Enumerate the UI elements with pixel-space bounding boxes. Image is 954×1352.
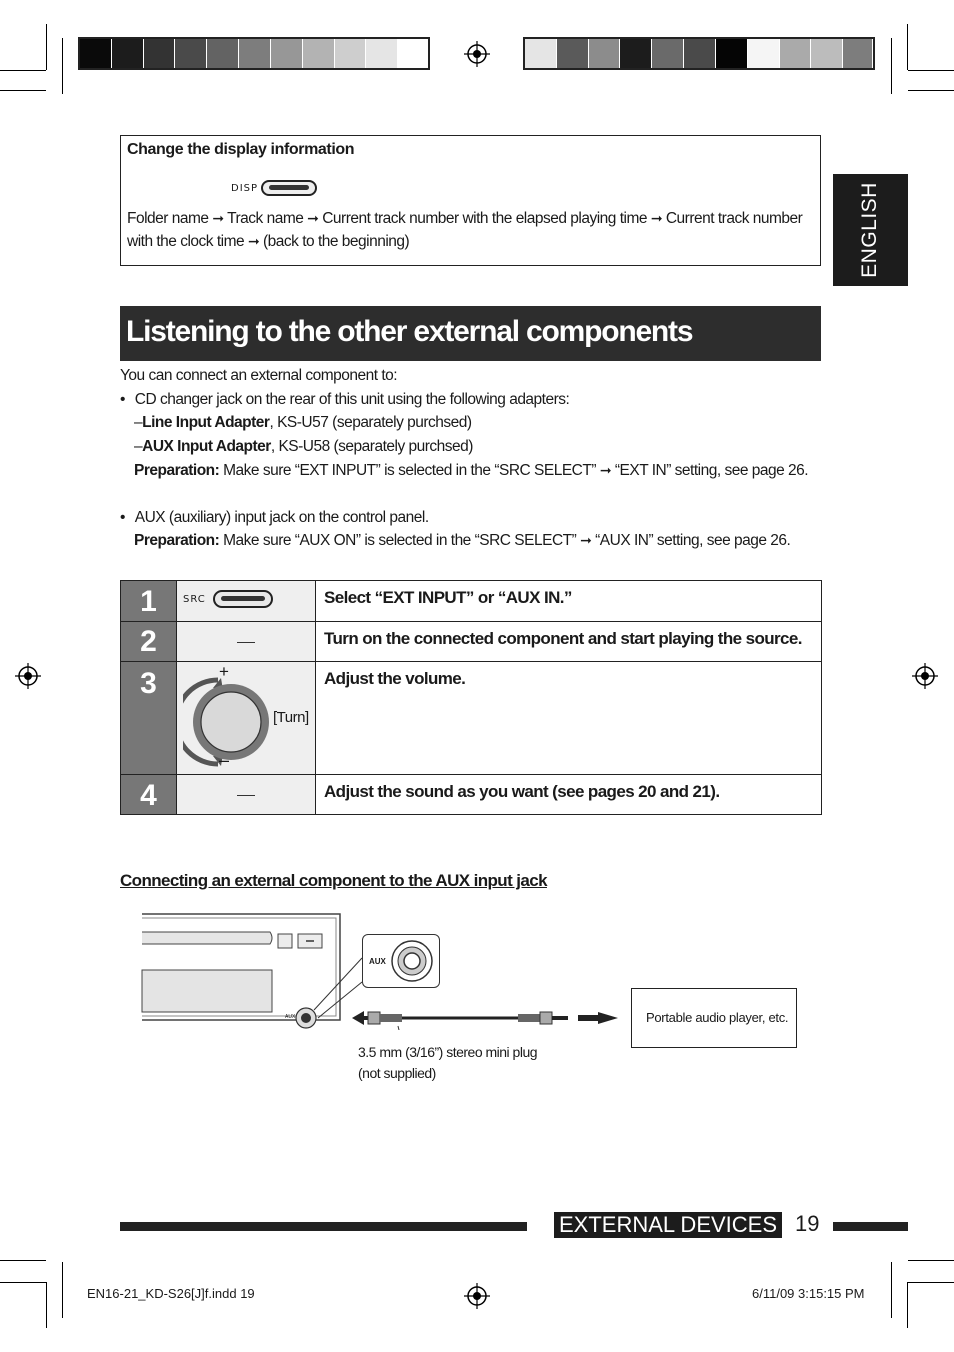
volume-minus: – <box>219 750 230 770</box>
dash-icon <box>237 642 255 644</box>
registration-mark-left <box>15 663 41 689</box>
language-tab <box>833 174 908 286</box>
turn-label: [Turn] <box>273 709 309 726</box>
info-step-track: Track name <box>227 210 304 227</box>
preparation-aux <box>134 532 790 550</box>
registration-mark-right <box>912 663 938 689</box>
plug-caption-line2: (not supplied) <box>358 1065 436 1081</box>
info-box-title: Change the display information <box>127 141 355 158</box>
info-step-back: (back to the beginning) <box>263 233 410 250</box>
display-info-box <box>120 135 821 266</box>
step-row <box>121 662 821 775</box>
preparation-text: “AUX IN” setting, see page 26. <box>595 532 791 549</box>
step-number: 1 <box>121 581 177 621</box>
registration-mark-top <box>464 41 490 67</box>
bullet-aux-jack <box>120 509 429 527</box>
adapter-aux-input: –AUX Input Adapter, KS-U58 (separately purchsed) <box>134 438 473 455</box>
color-bar-right <box>523 37 875 70</box>
bullet-icon: • <box>120 391 125 408</box>
step-row <box>121 775 821 814</box>
preparation-label: Preparation: <box>134 462 220 479</box>
preparation-text: Make sure “EXT INPUT” is selected in the “SRC SELECT” <box>223 462 597 479</box>
plug-caption <box>358 1042 537 1084</box>
arrow-right-icon: ➞ <box>212 210 224 226</box>
step-number: 4 <box>121 775 177 814</box>
step-number: 2 <box>121 622 177 661</box>
arrow-right-icon: ➞ <box>650 210 663 226</box>
section-title: Listening to the other external components <box>126 315 693 348</box>
preparation-ext <box>134 462 808 480</box>
bullet-icon: • <box>120 509 125 526</box>
step-row <box>121 622 821 662</box>
step-icon-cell <box>177 775 316 814</box>
slug-date: 6/11/09 3:15:15 PM <box>752 1286 865 1301</box>
step-text: Turn on the connected component and start playing the source. <box>324 629 802 648</box>
registration-mark-bottom <box>464 1283 490 1309</box>
info-line-2 <box>127 233 409 251</box>
preparation-label: Preparation: <box>134 532 220 549</box>
step-icon-cell <box>177 581 316 621</box>
arrow-right-icon: ➞ <box>599 462 612 478</box>
portable-device-box <box>631 988 797 1048</box>
page-number: 19 <box>795 1211 820 1236</box>
info-step-elapsed: Current track number with the elapsed playing time <box>322 210 647 227</box>
info-step-clock: with the clock time <box>127 233 245 250</box>
adapter-detail: , KS-U57 (separately purchsed) <box>269 414 472 431</box>
intro-text: You can connect an external component to: <box>120 367 398 384</box>
disp-button[interactable] <box>261 180 317 196</box>
src-button-label: SRC <box>183 594 206 605</box>
language-tab-label: ENGLISH <box>858 182 881 278</box>
info-step-folder: Folder name <box>127 210 209 227</box>
step-text: Adjust the volume. <box>324 669 466 688</box>
bullet-aux-jack-text: AUX (auxiliary) input jack on the control panel. <box>134 509 429 526</box>
slug-file: EN16-21_KD-S26[J]f.indd 19 <box>87 1286 255 1301</box>
step-text: Select “EXT INPUT” or “AUX IN.” <box>324 588 572 607</box>
aux-jack-detail <box>362 934 440 988</box>
aux-small-label: AUX <box>285 1014 296 1020</box>
arrow-right-icon: ➞ <box>307 210 319 226</box>
footer-rule-left <box>120 1222 527 1231</box>
dash-icon <box>237 795 255 797</box>
step-icon-cell <box>177 662 316 774</box>
footer-rule-right <box>833 1222 908 1231</box>
disp-button-label: DISP <box>231 183 259 194</box>
adapter-line-input: –Line Input Adapter, KS-U57 (separately purchsed) <box>134 414 472 431</box>
step-number: 3 <box>121 662 177 774</box>
preparation-text: “EXT IN” setting, see page 26. <box>614 462 809 479</box>
arrow-right-icon: ➞ <box>247 233 260 249</box>
preparation-text: Make sure “AUX ON” is selected in the “SRC SELECT” <box>223 532 577 549</box>
info-step-track-number: Current track number <box>665 210 803 227</box>
adapter-name: Line Input Adapter <box>142 414 270 431</box>
src-button[interactable] <box>213 590 273 608</box>
adapter-detail: , KS-U58 (separately purchsed) <box>270 438 473 455</box>
adapter-name: AUX Input Adapter <box>142 438 271 455</box>
aux-jack-icon <box>389 938 435 984</box>
bullet-cd-changer-text: CD changer jack on the rear of this unit using the following adapters: <box>134 391 570 408</box>
volume-plus: + <box>219 662 229 681</box>
aux-jack-label: AUX <box>369 957 386 966</box>
connect-heading: Connecting an external component to the AUX input jack <box>120 871 547 890</box>
portable-device-label: Portable audio player, etc. <box>646 1010 789 1025</box>
info-line-1 <box>127 210 802 228</box>
color-bar-left <box>78 37 430 70</box>
plug-caption-line1: 3.5 mm (3/16”) stereo mini plug <box>358 1044 538 1060</box>
steps-table <box>120 580 822 815</box>
footer-section-label: EXTERNAL DEVICES <box>554 1212 782 1238</box>
step-text: Adjust the sound as you want (see pages 20 and 21). <box>324 782 720 801</box>
step-row <box>121 581 821 622</box>
arrow-right-icon: ➞ <box>580 532 592 548</box>
section-header <box>120 306 821 361</box>
step-icon-cell <box>177 622 316 661</box>
bullet-cd-changer <box>120 391 569 409</box>
